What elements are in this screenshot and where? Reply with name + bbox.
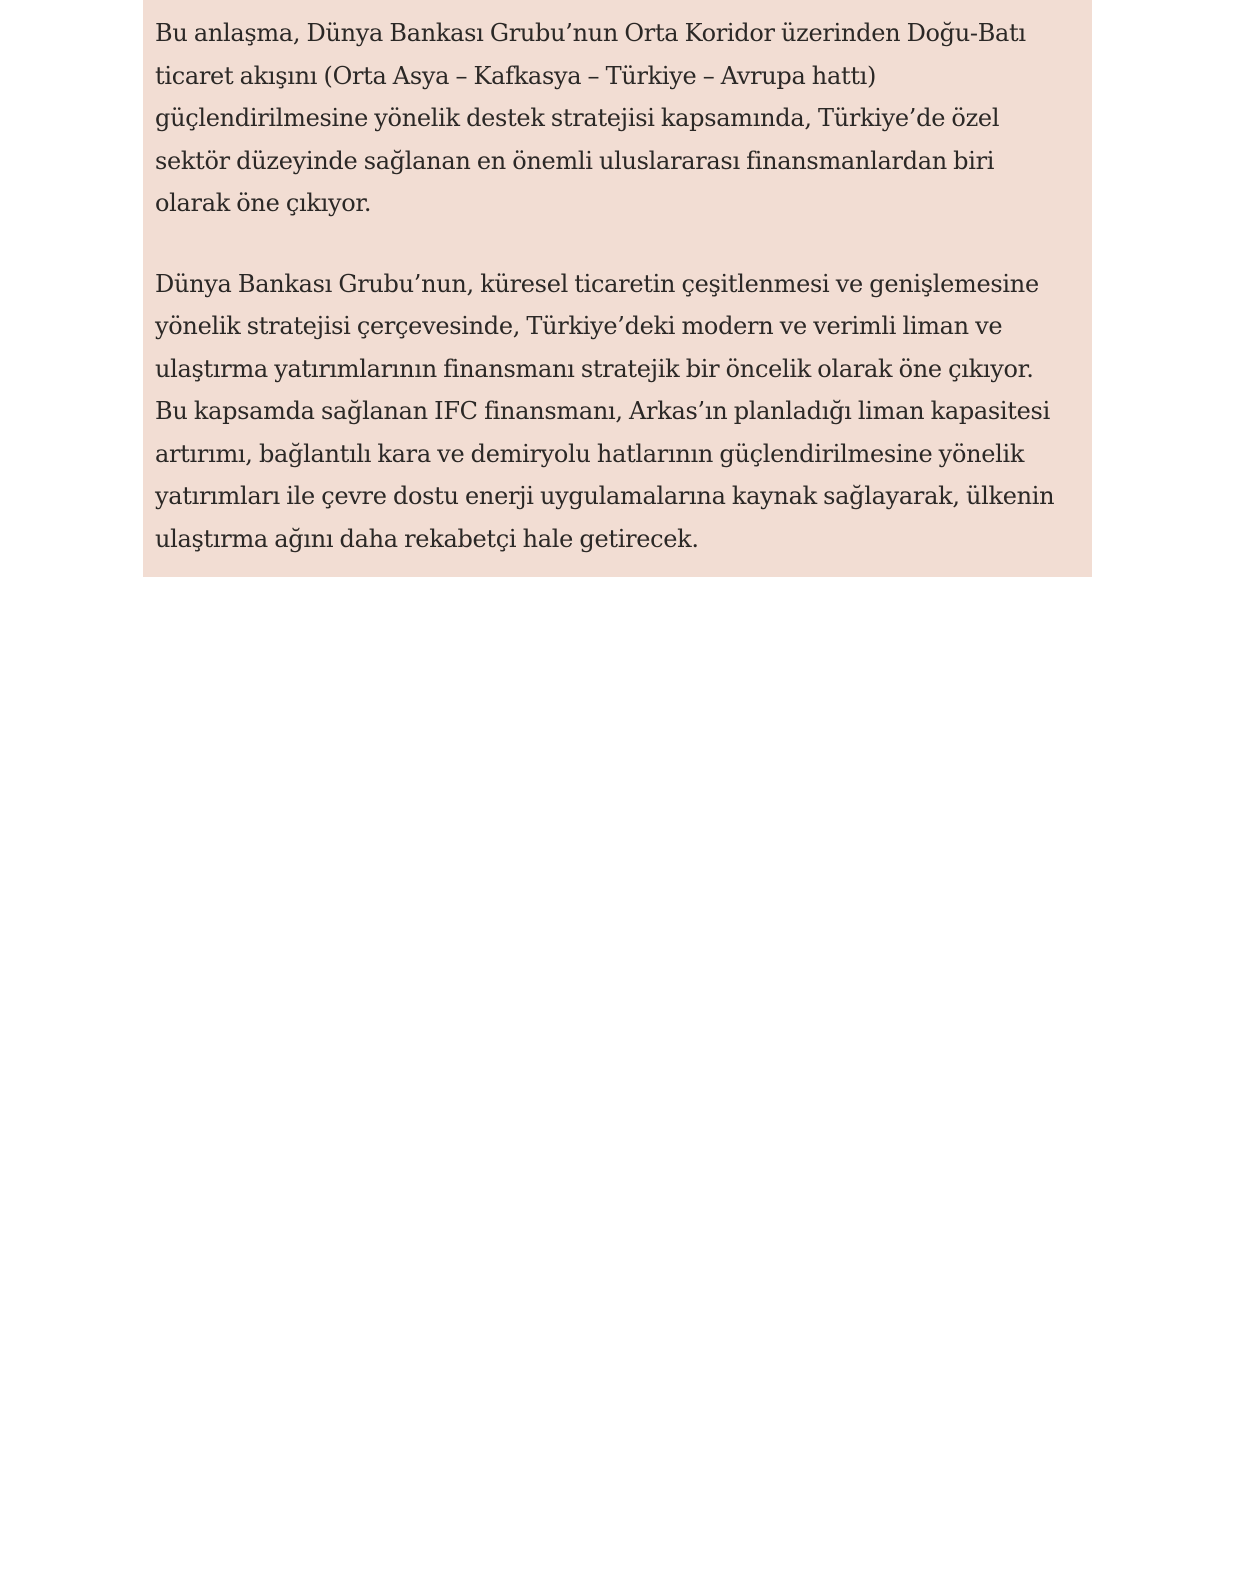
article-paragraph-1: Bu anlaşma, Dünya Bankası Grubu’nun Orta Koridor üzerinden Doğu-Batı ticaret akışını (Orta Asya – Kafkasya – Türkiye – Avrupa hattı) güçlendirilmesine yönelik destek stratejisi kapsamında, Türkiye’de özel sektör düzeyinde sağlanan en önemli uluslararası finansmanlardan biri olarak öne çıkıyor. bbox=[155, 19, 1026, 217]
article-paragraph-2: Dünya Bankası Grubu’nun, küresel ticaretin çeşitlenmesi ve genişlemesine yönelik stratejisi çerçevesinde, Türkiye’deki modern ve verimli liman ve ulaştırma yatırımlarının finansmanı stratejik bir öncelik olarak öne çıkıyor. Bu kapsamda sağlanan IFC finansmanı, Arkas’ın planladığı liman kapasitesi artırımı, bağlantılı kara ve demiryolu hatlarının güçlendirilmesine yönelik yatırımları ile çevre dostu enerji uygulamalarına kaynak sağlayarak, ülkenin ulaştırma ağını daha rekabetçi hale getirecek. bbox=[155, 269, 1055, 553]
article-highlight-box bbox=[143, 0, 1092, 577]
